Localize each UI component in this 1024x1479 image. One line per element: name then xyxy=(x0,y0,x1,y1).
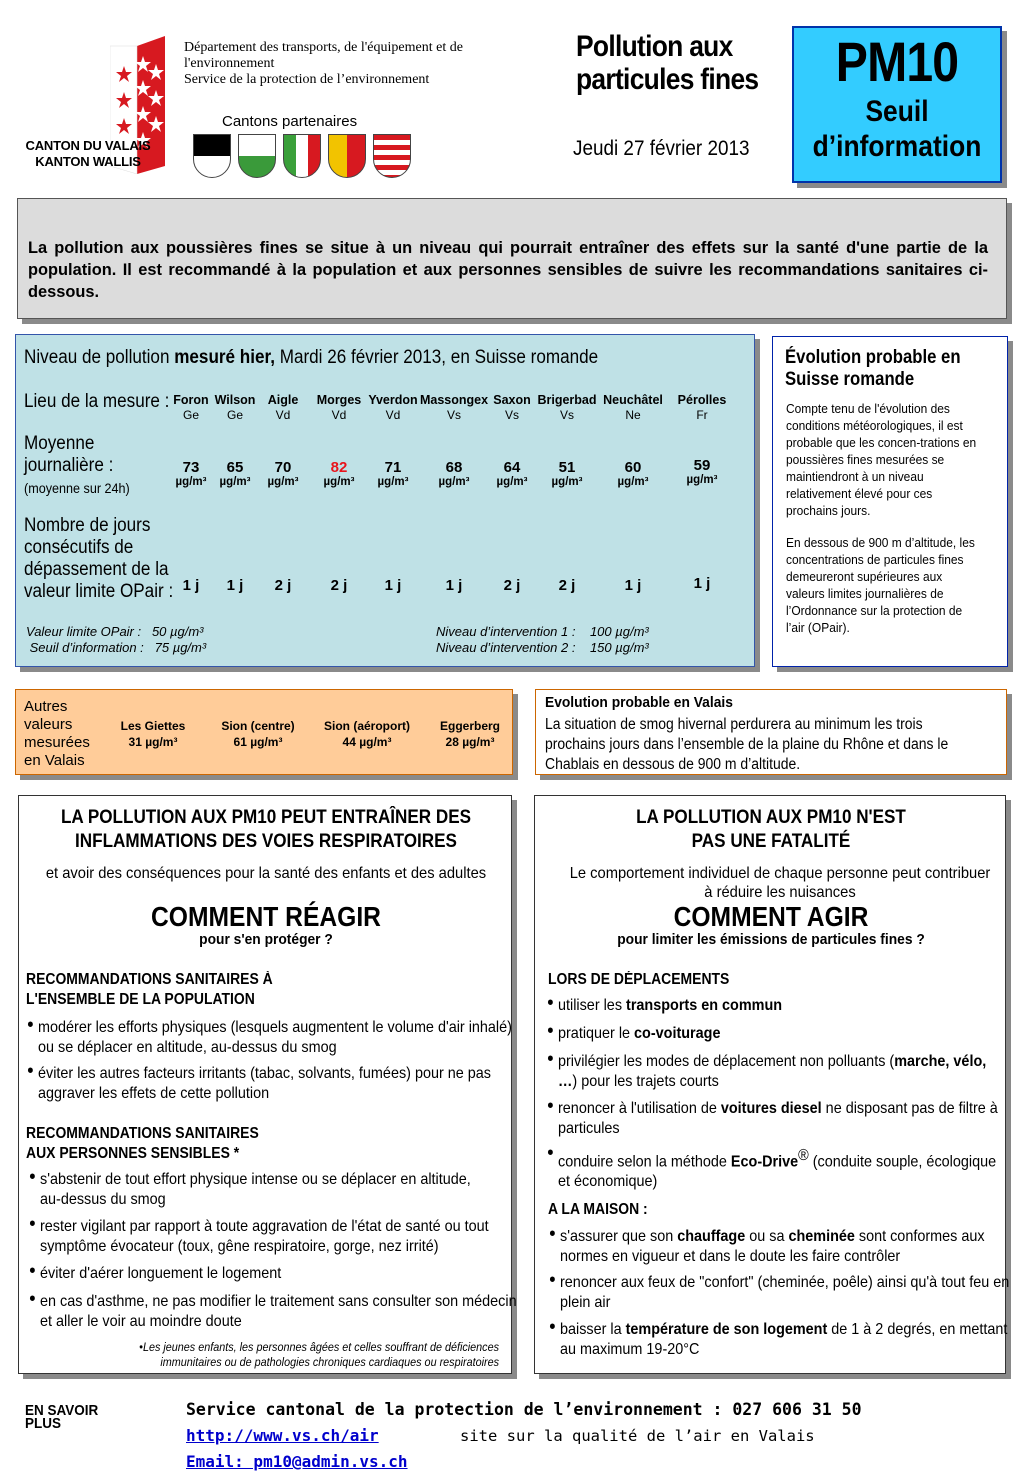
recommendation-text: éviter les autres facteurs irritants (tabac, solvants, fumées) pour ne pas aggraver les effets de cette pollution xyxy=(38,1065,492,1102)
station-name: Yverdon xyxy=(368,393,418,407)
station-canton: Vd xyxy=(385,408,401,422)
bullet-icon: • xyxy=(547,1048,554,1070)
avg-label-3: (moyenne sur 24h) xyxy=(24,480,130,496)
measures-header xyxy=(24,347,598,369)
measures-header-prefix: Niveau de pollution xyxy=(24,347,170,368)
recommendation-item xyxy=(29,1213,517,1257)
station-consecutive-days: 1 j xyxy=(445,577,463,594)
department-name: Département des transports, de l'équipement et de l'environnement xyxy=(184,40,463,71)
action-item xyxy=(547,1048,999,1092)
station-average-value: 60 xyxy=(624,459,642,476)
action-item xyxy=(547,1095,999,1139)
recommendation-text: en cas d'asthme, ne pas modifier le traitement sans consulter son médecin et aller le voir au moindre doute xyxy=(40,1293,517,1330)
bullet-icon: • xyxy=(27,1060,34,1082)
action-text: utiliser les xyxy=(558,997,627,1014)
intervention-1-label: Niveau d’intervention 1 : xyxy=(436,624,576,639)
station-average-value: 68 xyxy=(445,459,463,476)
action-bold: cheminée xyxy=(788,1228,855,1245)
general-population-heading xyxy=(26,970,273,1010)
measures-header-bold: mesuré hier, xyxy=(174,347,275,368)
bullet-icon: • xyxy=(547,992,554,1014)
bullet-icon: • xyxy=(29,1213,36,1235)
station-consecutive-days: 1 j xyxy=(384,577,402,594)
other-label-4: en Valais xyxy=(24,752,85,769)
station-name: Aigle xyxy=(267,393,299,407)
intervention-1-value: 100 µg/m³ xyxy=(589,624,649,639)
alert-text: La pollution aux poussières fines se situe à un niveau qui pourrait entraîner des effets sur la santé d'une partie de la population. Il est recommandé à la population et aux personnes sensibles de suivre les recommandations sanitaires ci-dessous. xyxy=(28,239,988,301)
action-text-post: ne disposant pas de filtre à particules xyxy=(558,1100,998,1137)
title-line-2: particules fines xyxy=(576,63,759,96)
learn-more-label xyxy=(25,1404,106,1430)
action-text-mid: ou sa xyxy=(745,1228,789,1245)
bullet-icon: • xyxy=(29,1166,36,1188)
recommendation-text: modérer les efforts physiques (lesquels augmentent le volume d'air inhalé) ou se déplacer en altitude, au-dessus du smog xyxy=(38,1019,512,1056)
other-station xyxy=(312,718,422,750)
bullet-icon: • xyxy=(547,1095,554,1117)
daily-average-label xyxy=(24,433,142,499)
action-text-post: ) pour les trajets courts xyxy=(572,1073,719,1090)
station-average-value: 70 xyxy=(274,459,292,476)
bullet-icon: • xyxy=(29,1288,36,1310)
action-item xyxy=(547,992,1008,1016)
station-unit: µg/m³ xyxy=(551,476,583,488)
partner-cantons-shields xyxy=(193,134,411,178)
other-label-2: valeurs xyxy=(24,716,73,733)
title-line-1: Pollution aux xyxy=(576,30,733,63)
recommendation-text: rester vigilant par rapport à toute aggravation de l'état de santé ou tout symptôme évocateur (toux, gêne respiratoire, gorge, nez irrité) xyxy=(40,1218,489,1255)
other-station-value: 31 µg/m³ xyxy=(128,735,178,749)
action-text: renoncer à l'utilisation de xyxy=(558,1100,721,1117)
station-unit: µg/m³ xyxy=(496,476,528,488)
station-unit: µg/m³ xyxy=(438,476,470,488)
station-canton: Vs xyxy=(446,408,461,422)
limit-value: 50 µg/m³ xyxy=(151,624,204,639)
travel-heading: LORS DE DÉPLACEMENTS xyxy=(548,971,730,988)
other-station-name: Sion (centre) xyxy=(221,719,295,733)
action-text-post: de 1 à 2 degrés, en mettant au maximum 19-20°C xyxy=(560,1321,1008,1358)
intervention-2-value: 150 µg/m³ xyxy=(589,640,649,655)
heading-line-1: RECOMMANDATIONS SANITAIRES À xyxy=(26,971,273,988)
sensitive-people-heading xyxy=(26,1124,259,1164)
info-threshold-value: 75 µg/m³ xyxy=(154,640,207,655)
recommendation-item xyxy=(27,1060,515,1104)
how-to-act-column xyxy=(534,795,1010,1374)
station-name: Morges xyxy=(316,393,362,407)
station-consecutive-days: 2 j xyxy=(558,577,576,594)
ticino-shield-icon xyxy=(283,134,321,178)
evolution-romandie-p2: En dessous de 900 m d’altitude, les concentrations de particules fines demeureront supérieures aux valeurs limites journalières de l’Ordonnance sur la protection de l’air (OPair). xyxy=(786,535,975,635)
days-label-2: consécutifs de xyxy=(24,537,134,558)
station-canton: Ge xyxy=(226,408,243,422)
heading-line-1: RECOMMANDATIONS SANITAIRES xyxy=(26,1125,259,1142)
service-contact: Service cantonal de la protection de l’environnement : 027 606 31 50 xyxy=(186,1400,862,1419)
pm10-title: PM10 xyxy=(835,30,959,93)
bullet-icon: • xyxy=(547,1142,554,1164)
partner-cantons-label: Cantons partenaires xyxy=(222,113,358,130)
station-canton: Vs xyxy=(504,408,519,422)
heading-line-2: L'ENSEMBLE DE LA POPULATION xyxy=(26,991,255,1008)
other-station-name: Eggerberg xyxy=(439,719,500,733)
other-label-3: mesurées xyxy=(24,734,90,751)
action-bold: marche, vélo, … xyxy=(558,1053,987,1090)
bullet-icon: • xyxy=(549,1223,556,1245)
canton-name xyxy=(18,138,158,170)
evolution-romandie-box xyxy=(772,336,1008,667)
action-text-post: sont conformes aux normes en vigueur et dans le doute les faire contrôler xyxy=(560,1228,985,1265)
action-item xyxy=(547,1142,999,1192)
evolution-romandie-title: Évolution probable en Suisse romande xyxy=(785,347,961,390)
station-unit: µg/m³ xyxy=(377,476,409,488)
action-text: privilégier les modes de déplacement non polluants ( xyxy=(558,1053,895,1070)
action-item xyxy=(549,1223,1010,1267)
station-canton: Ne xyxy=(625,408,641,422)
station-canton: Vs xyxy=(559,408,574,422)
action-bold: chauffage xyxy=(677,1228,746,1245)
measures-panel xyxy=(15,334,755,667)
recommendation-item xyxy=(29,1166,490,1210)
left-big-title: COMMENT RÉAGIR xyxy=(151,901,381,932)
bullet-icon: • xyxy=(27,1014,34,1036)
station-consecutive-days: 1 j xyxy=(226,577,244,594)
station-consecutive-days: 1 j xyxy=(182,577,200,594)
other-station-value: 44 µg/m³ xyxy=(342,735,392,749)
left-title xyxy=(44,806,489,854)
intervention-2-label: Niveau d’intervention 2 : xyxy=(436,640,576,655)
station-name: Pérolles xyxy=(677,393,727,407)
action-item xyxy=(547,1020,1008,1044)
action-text-post: (conduite souple, écologique et économique) xyxy=(558,1153,997,1191)
station-average-value: 71 xyxy=(384,459,402,476)
action-text: baisser la xyxy=(560,1321,626,1338)
intervention-levels xyxy=(436,624,649,656)
air-quality-link-description: site sur la qualité de l’air en Valais xyxy=(460,1427,815,1445)
right-subtitle-line-1: Le comportement individuel de chaque personne peut contribuer xyxy=(569,865,991,882)
air-quality-link[interactable]: http://www.vs.ch/air xyxy=(186,1426,379,1445)
note-line-1: •Les jeunes enfants, les personnes âgées et celles souffrant de déficiences xyxy=(139,1340,499,1354)
station-name: Massongex xyxy=(419,393,489,407)
other-station xyxy=(108,718,198,750)
right-title-line-1: LA POLLUTION AUX PM10 N'EST xyxy=(636,807,906,828)
station-unit: µg/m³ xyxy=(617,476,649,488)
evolution-valais-box xyxy=(535,689,1007,775)
fribourg-shield-icon xyxy=(193,134,231,178)
canton-name-fr: CANTON DU VALAIS xyxy=(25,138,151,153)
station-average-value: 59 xyxy=(693,457,711,474)
action-text: renoncer aux feux de "confort" (cheminée, poêle) ainsi qu'à tout feu en plein air xyxy=(560,1274,1010,1311)
bullet-icon: • xyxy=(549,1316,556,1338)
station-consecutive-days: 2 j xyxy=(330,577,348,594)
other-station-value: 28 µg/m³ xyxy=(445,735,495,749)
action-bold: co-voiturage xyxy=(634,1025,721,1042)
days-label-3: dépassement de la xyxy=(24,559,169,580)
other-values-valais xyxy=(15,689,513,775)
recommendation-item xyxy=(27,1014,515,1058)
station-average-value: 51 xyxy=(558,459,576,476)
station-unit: µg/m³ xyxy=(323,476,355,488)
document-title xyxy=(576,30,758,96)
evolution-valais-title: Evolution probable en Valais xyxy=(545,694,733,711)
recommendation-item xyxy=(29,1260,517,1284)
days-label-4: valeur limite OPair : xyxy=(24,581,174,602)
neuchatel-shield-icon xyxy=(373,134,411,178)
other-station xyxy=(208,718,308,750)
station-canton: Vd xyxy=(275,408,291,422)
avg-label-2: journalière : xyxy=(24,455,114,476)
action-text: pratiquer le xyxy=(558,1025,635,1042)
action-item xyxy=(549,1316,1010,1360)
station-average-value: 65 xyxy=(226,459,244,476)
station-unit: µg/m³ xyxy=(267,476,299,488)
sensitive-people-note xyxy=(31,1340,499,1370)
station-consecutive-days: 2 j xyxy=(503,577,521,594)
right-big-title: COMMENT AGIR xyxy=(673,901,869,932)
right-subtitle-line-2: à réduire les nuisances xyxy=(704,884,856,901)
station-canton: Fr xyxy=(696,408,708,422)
station-consecutive-days: 2 j xyxy=(274,577,292,594)
bullet-icon: • xyxy=(547,1020,554,1042)
department-info xyxy=(184,40,544,88)
action-text: s'assurer que son xyxy=(560,1228,678,1245)
right-title xyxy=(559,806,984,854)
station-canton: Ge xyxy=(182,408,199,422)
threshold-label-2: d’information xyxy=(812,130,982,163)
station-name: Brigerbad xyxy=(537,393,597,407)
email-link[interactable]: Email: pm10@admin.vs.ch xyxy=(186,1452,408,1471)
note-line-2: immunitaires ou de pathologies chroniques cardiaques ou respiratoires xyxy=(160,1355,499,1369)
location-label: Lieu de la mesure : xyxy=(24,391,170,412)
station-consecutive-days: 1 j xyxy=(624,577,642,594)
heading-line-2: AUX PERSONNES SENSIBLES * xyxy=(26,1145,240,1162)
action-item xyxy=(549,1269,1010,1313)
other-label-1: Autres xyxy=(24,698,68,715)
learn-more-line-2: PLUS xyxy=(25,1415,62,1432)
other-station xyxy=(430,718,510,750)
info-threshold-label: Seuil d’information : xyxy=(29,640,144,655)
threshold-label-1: Seuil xyxy=(865,95,929,128)
measures-header-date: Mardi 26 février 2013, en Suisse romande xyxy=(279,347,599,368)
left-big-subtitle: pour s'en protéger ? xyxy=(199,931,333,948)
action-text: conduire selon la méthode xyxy=(558,1153,731,1171)
left-title-line-2: INFLAMMATIONS DES VOIES RESPIRATOIRES xyxy=(75,831,457,852)
service-name: Service de la protection de l’environnement xyxy=(184,72,430,87)
bullet-icon: • xyxy=(549,1269,556,1291)
action-bold: température de son logement xyxy=(625,1321,828,1338)
evolution-romandie-p1: Compte tenu de l'évolution des conditions météorologiques, il est probable que les concen-trations en poussières fines mesurées se maintiendront à un niveau relativement élevé pour ces prochains jours. xyxy=(786,401,977,518)
recommendation-text: s'abstenir de tout effort physique intense ou se déplacer en altitude, au-dessus du smog xyxy=(40,1171,471,1208)
station-unit: µg/m³ xyxy=(686,474,718,486)
right-title-line-2: PAS UNE FATALITÉ xyxy=(691,831,851,852)
station-average-value: 82 xyxy=(330,459,348,476)
alert-box xyxy=(17,198,1007,319)
station-name: Foron xyxy=(173,393,209,407)
pm10-threshold-box xyxy=(792,26,1002,183)
station-name: Neuchâtel xyxy=(603,393,663,407)
geneva-shield-icon xyxy=(328,134,366,178)
other-station-name: Sion (aéroport) xyxy=(324,719,410,733)
station-unit: µg/m³ xyxy=(175,476,207,488)
other-station-name: Les Giettes xyxy=(120,719,186,733)
recommendation-text: éviter d'aérer longuement le logement xyxy=(40,1265,282,1282)
right-subtitle xyxy=(564,864,996,902)
station-name: Saxon xyxy=(493,393,531,407)
station-canton: Vd xyxy=(331,408,347,422)
canton-name-de: KANTON WALLIS xyxy=(35,154,141,169)
home-heading: A LA MAISON : xyxy=(548,1201,648,1218)
learn-more-line-1: EN SAVOIR xyxy=(25,1402,99,1419)
action-bold: voitures diesel xyxy=(720,1100,822,1117)
limit-values xyxy=(26,624,206,656)
limit-label: Valeur limite OPair : xyxy=(26,624,142,639)
evolution-valais-text: La situation de smog hivernal perdurera au minimum les trois prochains jours dans l’ensemble de la plaine du Rhône et dans le Chablais en dessous de 900 m d’altitude. xyxy=(545,716,949,773)
station-consecutive-days: 1 j xyxy=(693,575,711,592)
how-to-react-column xyxy=(18,795,517,1374)
vaud-shield-icon xyxy=(238,134,276,178)
recommendation-item xyxy=(29,1288,517,1332)
other-station-value: 61 µg/m³ xyxy=(233,735,283,749)
document-date: Jeudi 27 février 2013 xyxy=(573,137,750,160)
action-bold: Eco-Drive xyxy=(730,1153,799,1171)
left-title-line-1: LA POLLUTION AUX PM10 PEUT ENTRAÎNER DES xyxy=(60,807,472,828)
avg-label-1: Moyenne xyxy=(24,433,95,454)
station-average-value: 73 xyxy=(182,459,200,476)
other-values-label xyxy=(24,698,90,770)
days-label-1: Nombre de jours xyxy=(24,515,151,536)
left-subtitle: et avoir des conséquences pour la santé des enfants et des adultes xyxy=(45,865,487,882)
registered-mark: ® xyxy=(798,1147,809,1164)
station-unit: µg/m³ xyxy=(219,476,251,488)
right-big-subtitle: pour limiter les émissions de particules fines ? xyxy=(617,931,925,948)
bullet-icon: • xyxy=(29,1260,36,1282)
station-average-value: 64 xyxy=(503,459,521,476)
action-bold: transports en commun xyxy=(626,997,783,1014)
station-name: Wilson xyxy=(214,393,256,407)
